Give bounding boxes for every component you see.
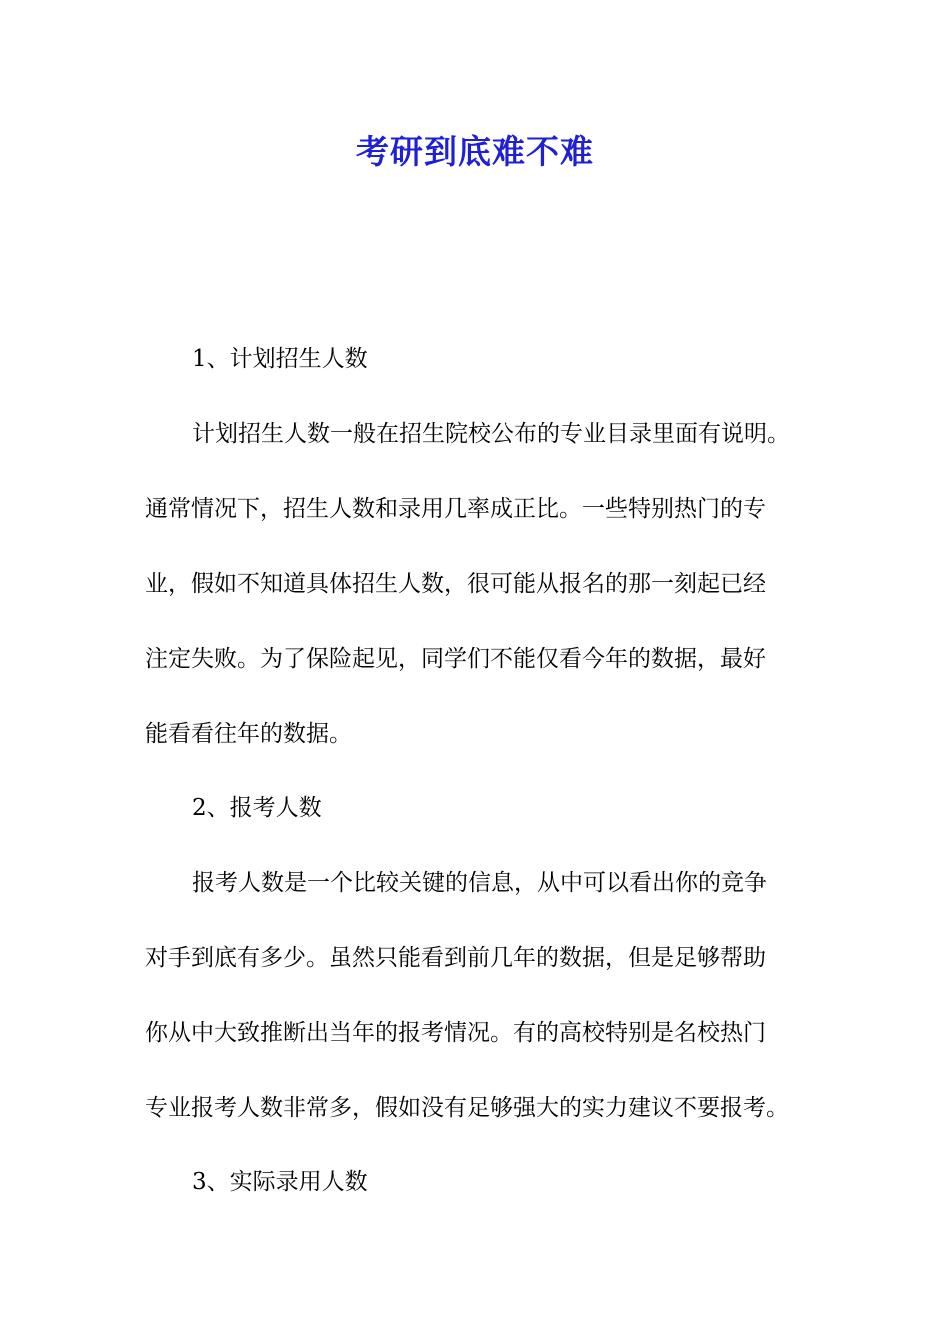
section-heading-3: 3、实际录用人数 (192, 1169, 368, 1195)
paragraph-1-line-5: 能看看往年的数据。 (145, 721, 352, 747)
paragraph-1-line-1: 计划招生人数一般在招生院校公布的专业目录里面有说明。 (192, 421, 790, 447)
section-heading-1: 1、计划招生人数 (192, 346, 368, 372)
document-title: 考研到底难不难 (356, 132, 594, 171)
paragraph-2-line-3: 你从中大致推断出当年的报考情况。有的高校特别是名校热门 (145, 1020, 766, 1046)
paragraph-2-line-2: 对手到底有多少。虽然只能看到前几年的数据，但是足够帮助 (145, 945, 766, 971)
paragraph-2-line-1: 报考人数是一个比较关键的信息，从中可以看出你的竞争 (192, 870, 767, 896)
paragraph-2-line-4: 专业报考人数非常多，假如没有足够强大的实力建议不要报考。 (145, 1095, 789, 1121)
paragraph-1-line-4: 注定失败。为了保险起见，同学们不能仅看今年的数据，最好 (145, 646, 766, 672)
paragraph-1-line-3: 业，假如不知道具体招生人数，很可能从报名的那一刻起已经 (145, 571, 766, 597)
section-heading-2: 2、报考人数 (192, 795, 322, 821)
paragraph-1-line-2: 通常情况下，招生人数和录用几率成正比。一些特别热门的专 (145, 496, 766, 522)
